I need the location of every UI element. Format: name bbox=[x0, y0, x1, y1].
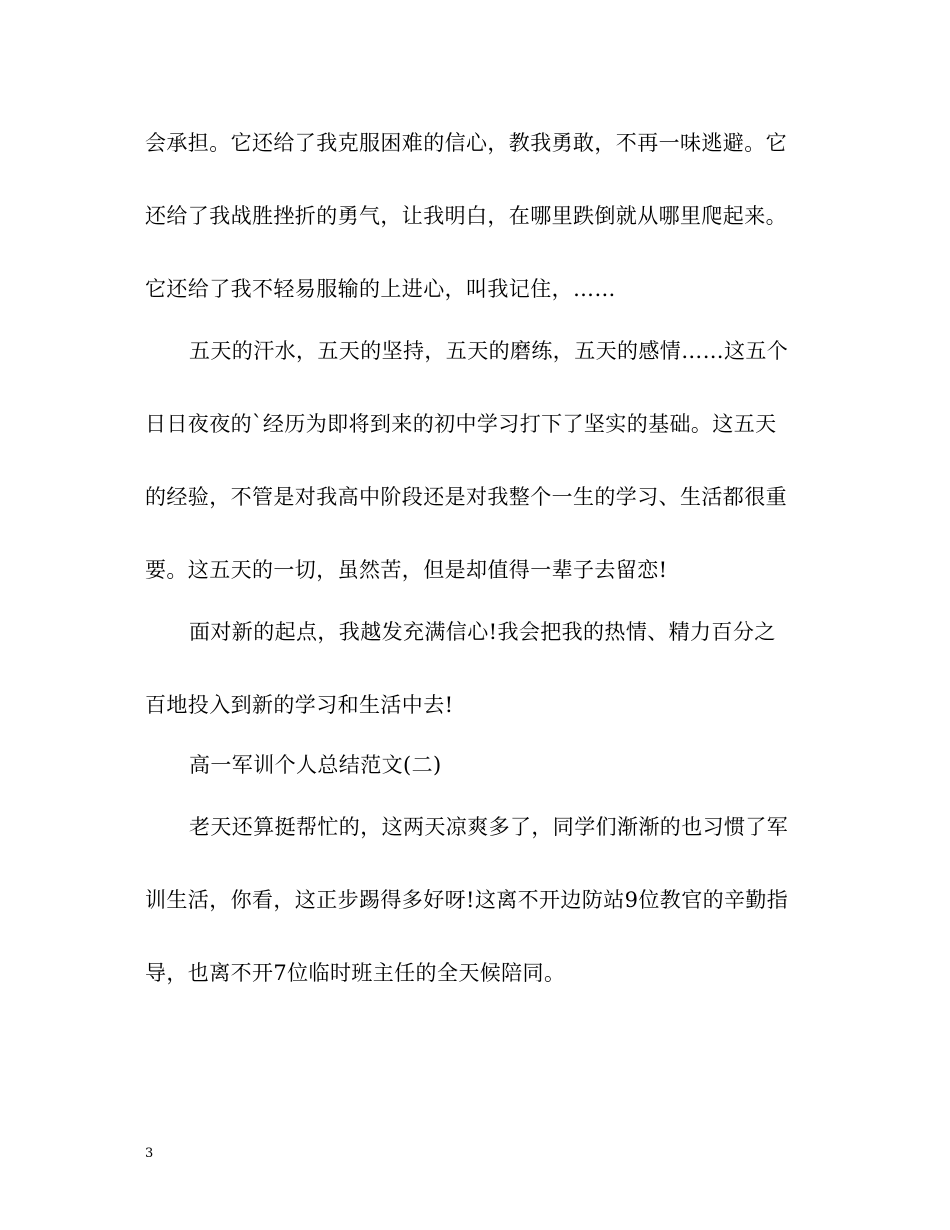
text-line: 它还给了我不轻易服输的上进心，叫我记住，…… bbox=[145, 277, 616, 301]
text-line: 会承担。它还给了我克服困难的信心，教我勇敢，不再一味逃避。它 bbox=[145, 131, 787, 155]
paragraph-start: 五天的汗水，五天的坚持，五天的磨练，五天的感情……这五个 bbox=[189, 339, 789, 363]
text-line: 的经验，不管是对我高中阶段还是对我整个一生的学习、生活都很重 bbox=[145, 485, 787, 509]
paragraph-start: 老天还算挺帮忙的，这两天凉爽多了，同学们渐渐的也习惯了军 bbox=[189, 815, 789, 839]
text-line: 还给了我战胜挫折的勇气，让我明白，在哪里跌倒就从哪里爬起来。 bbox=[145, 204, 787, 228]
text-line: 训生活，你看，这正步踢得多好呀!这离不开边防站9位教官的辛勤指 bbox=[145, 888, 789, 912]
text-line: 要。这五天的一切，虽然苦，但是却值得一辈子去留恋! bbox=[145, 558, 668, 582]
page-number: 3 bbox=[145, 1146, 154, 1161]
text-line: 导，也离不开7位临时班主任的全天候陪同。 bbox=[145, 961, 566, 985]
paragraph-start: 面对新的起点，我越发充满信心!我会把我的热情、精力百分之 bbox=[189, 620, 776, 644]
section-heading: 高一军训个人总结范文(二) bbox=[189, 753, 442, 777]
text-line: 百地投入到新的学习和生活中去! bbox=[145, 693, 454, 717]
text-line: 日日夜夜的`经历为即将到来的初中学习打下了坚实的基础。这五天 bbox=[145, 412, 777, 436]
